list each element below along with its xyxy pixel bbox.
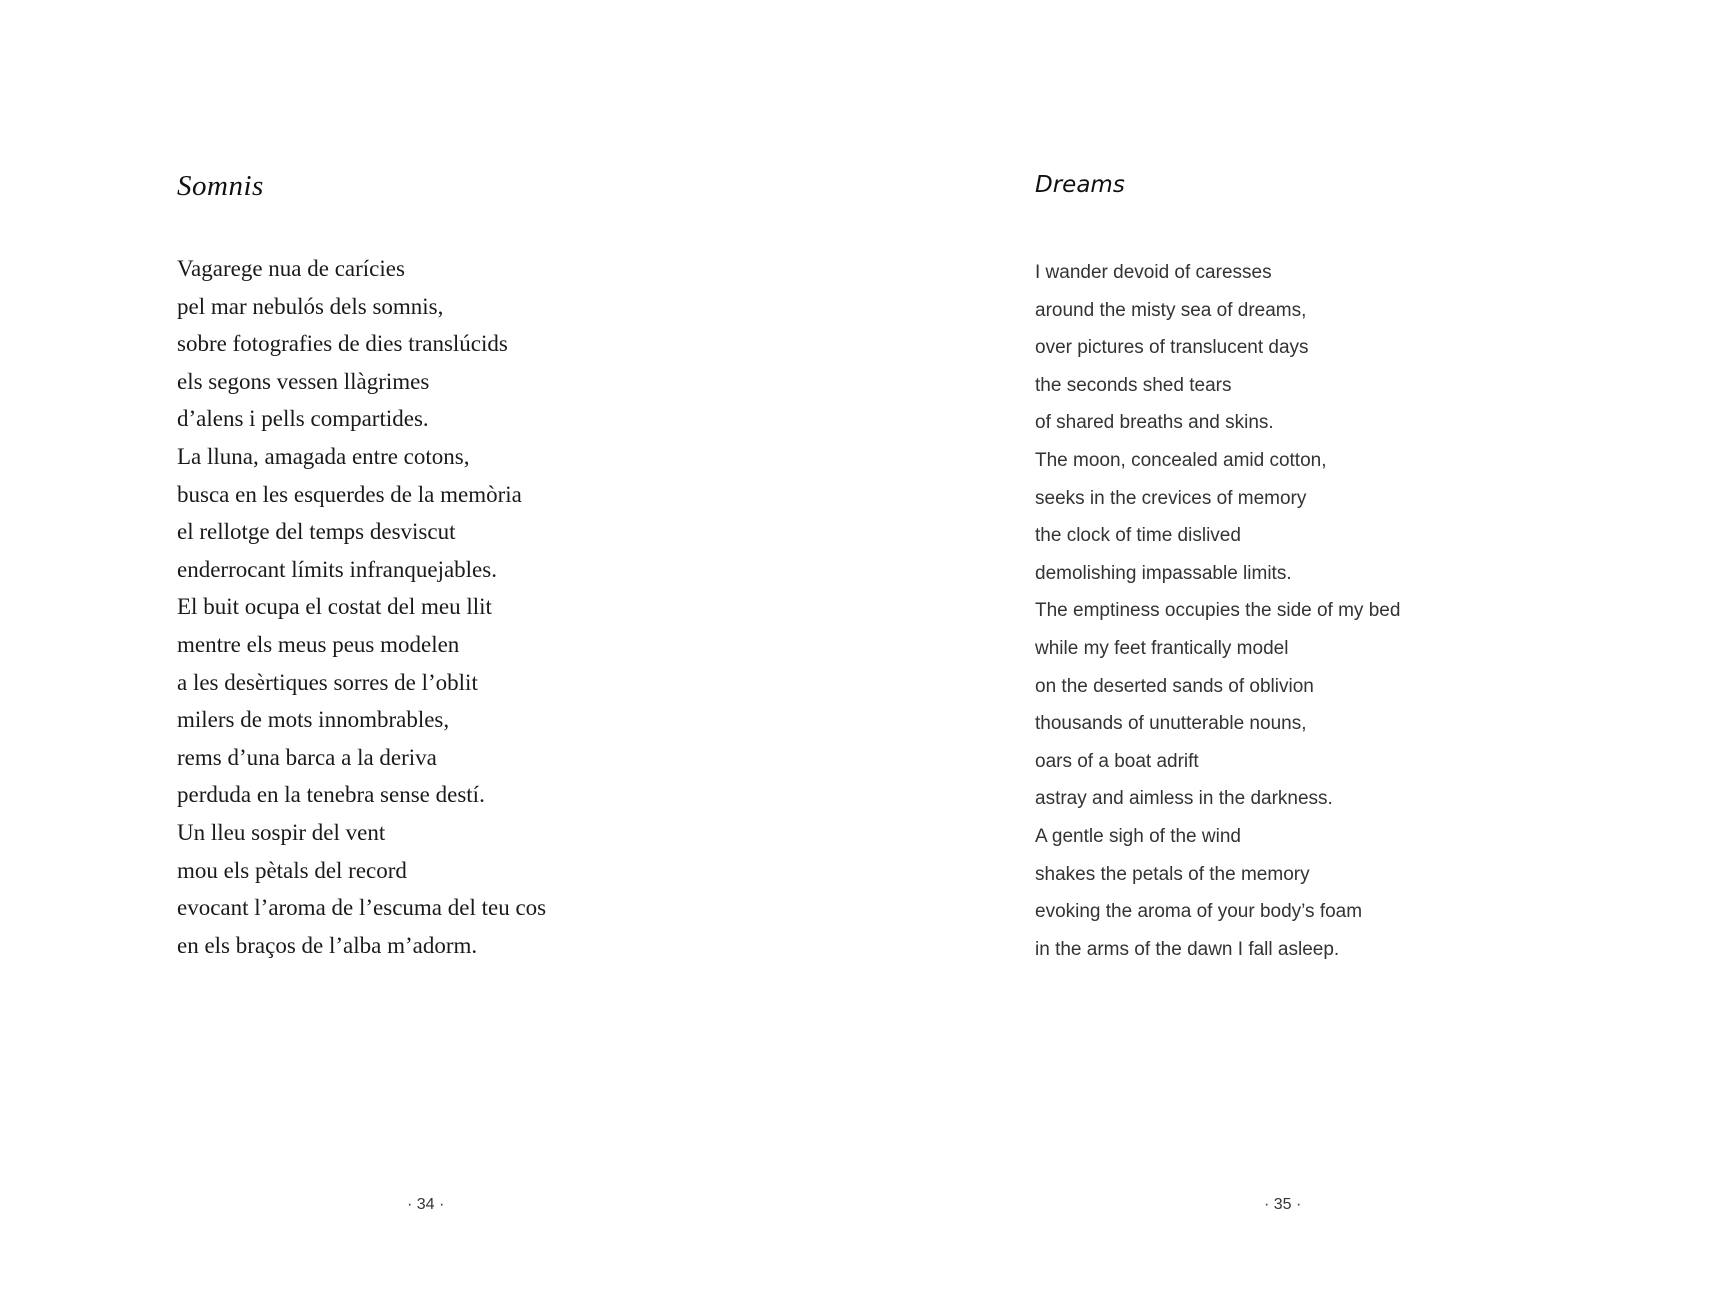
poem-line: demolishing impassable limits. (1035, 562, 1292, 584)
poem-line: the clock of time dislived (1035, 525, 1241, 547)
poem-line: around the misty sea of dreams, (1035, 299, 1307, 321)
poem-line: mou els pètals del record (177, 857, 407, 883)
poem-line: Vagarege nua de carícies (177, 256, 405, 281)
poem-line: while my feet frantically model (1035, 637, 1289, 659)
poem-line: shakes the petals of the memory (1035, 863, 1310, 885)
poem-english (1035, 254, 1400, 968)
poem-line: rems d’una barca a la deriva (177, 744, 437, 770)
poem-line: over pictures of translucent days (1035, 337, 1309, 359)
poem-line: en els braços de l’alba m’adorm. (177, 932, 478, 958)
poem-line: El buit ocupa el costat del meu llit (177, 594, 492, 620)
poem-line: perduda en la tenebra sense destí. (177, 782, 485, 808)
poem-line: thousands of unutterable nouns, (1035, 713, 1307, 735)
poem-line: evoking the aroma of your body’s foam (1035, 901, 1363, 923)
poem-line: milers de mots innombrables, (177, 707, 450, 733)
right-page (857, 0, 1713, 1299)
poem-line: The moon, concealed amid cotton, (1035, 449, 1327, 471)
poem-line: of shared breaths and skins. (1035, 412, 1274, 434)
poem-line: busca en les esquerdes de la memòria (177, 481, 522, 507)
poem-line: astray and aimless in the darkness. (1035, 788, 1333, 810)
poem-line: seeks in the crevices of memory (1035, 487, 1307, 509)
poem-catalan (177, 250, 546, 964)
page-number-right: · 35 · (1264, 1196, 1302, 1213)
page-number-left: · 34 · (407, 1196, 445, 1213)
poem-line: mentre els meus peus modelen (177, 631, 460, 657)
poem-line: La lluna, amagada entre cotons, (177, 443, 470, 469)
poem-line: Un lleu sospir del vent (177, 819, 386, 845)
poem-line: on the deserted sands of oblivion (1035, 675, 1314, 697)
poem-line: els segons vessen llàgrimes (177, 368, 430, 394)
poem-line: a les desèrtiques sorres de l’oblit (177, 669, 478, 695)
left-page (0, 0, 856, 1299)
poem-title-catalan: Somnis (177, 170, 264, 202)
poem-line: evocant l’aroma de l’escuma del teu cos (177, 895, 547, 921)
poem-line: A gentle sigh of the wind (1035, 825, 1241, 847)
poem-line: sobre fotografies de dies translúcids (177, 331, 508, 357)
poem-line: The emptiness occupies the side of my bed (1035, 600, 1401, 622)
poem-line: el rellotge del temps desviscut (177, 519, 456, 545)
poem-line: in the arms of the dawn I fall asleep. (1035, 938, 1340, 960)
poem-line: the seconds shed tears (1035, 374, 1232, 396)
poem-line: pel mar nebulós dels somnis, (177, 293, 444, 319)
poem-line: I wander devoid of caresses (1035, 262, 1272, 283)
poem-line: oars of a boat adrift (1035, 750, 1199, 772)
poem-line: enderrocant límits infranquejables. (177, 556, 497, 582)
poem-title-english: Dreams (1035, 172, 1125, 198)
poem-line: d’alens i pells compartides. (177, 406, 429, 432)
